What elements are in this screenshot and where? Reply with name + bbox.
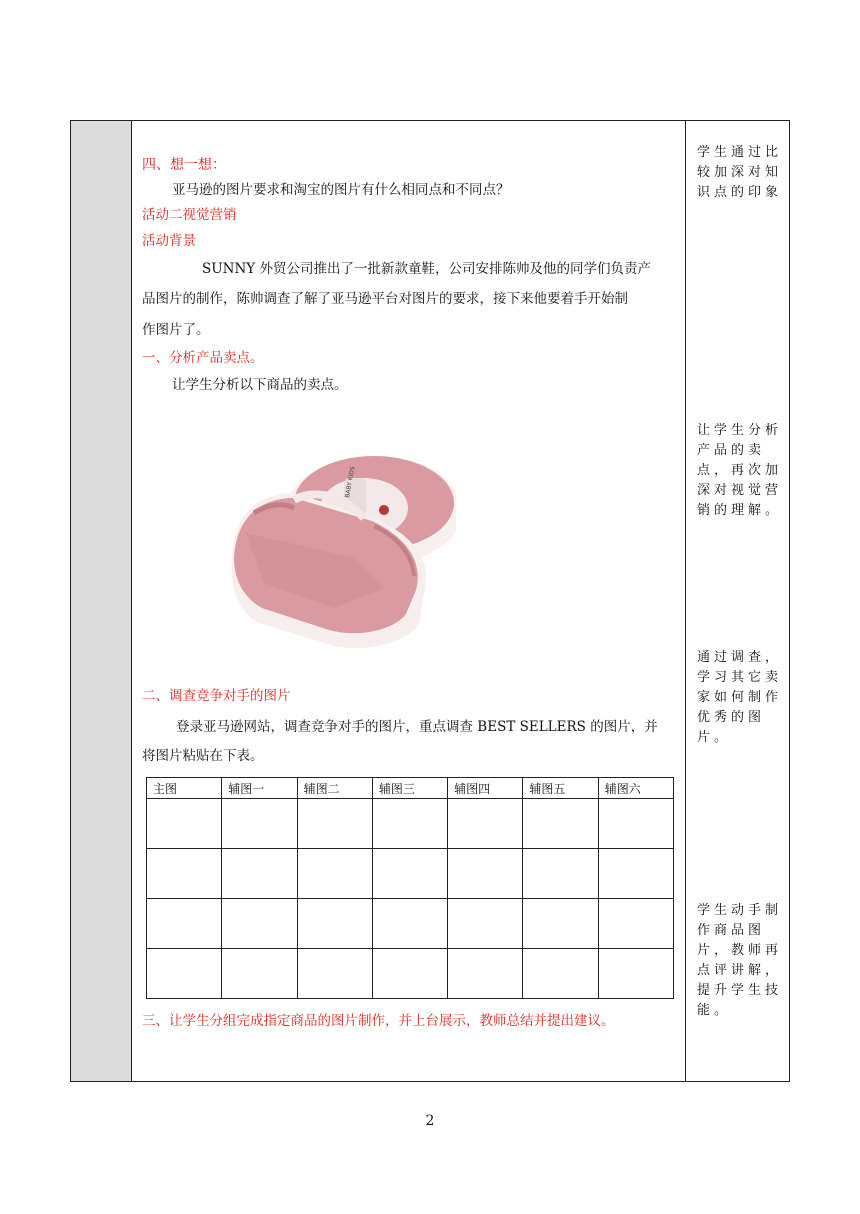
section1-text: 让学生分析以下商品的卖点。: [172, 377, 348, 393]
competitor-image-table: [146, 777, 674, 999]
shoe-tag-text: BABY KIDS: [344, 465, 357, 499]
table-header-row: [147, 778, 674, 799]
table-cell[interactable]: [598, 799, 673, 849]
background-title: 活动背景: [142, 233, 196, 249]
table-cell[interactable]: [147, 899, 222, 949]
table-header-cell: 辅图三: [372, 778, 447, 799]
table-cell[interactable]: [147, 799, 222, 849]
table-cell[interactable]: [222, 949, 297, 999]
section2-para-line1: 登录亚马逊网站，调查竞争对手的图片，重点调查 BEST SELLERS 的图片，并: [176, 719, 658, 735]
table-cell[interactable]: [297, 849, 372, 899]
table-cell[interactable]: [372, 799, 447, 849]
table-row: [147, 949, 674, 999]
table-cell[interactable]: [297, 899, 372, 949]
table-header-cell: 辅图二: [297, 778, 372, 799]
table-header-cell: 主图: [147, 778, 222, 799]
table-row: [147, 849, 674, 899]
table-cell[interactable]: [297, 799, 372, 849]
table-cell[interactable]: [448, 799, 523, 849]
background-para-line3: 作图片了。: [142, 322, 210, 338]
table-cell[interactable]: [598, 849, 673, 899]
table-cell[interactable]: [222, 899, 297, 949]
table-cell[interactable]: [448, 849, 523, 899]
table-cell[interactable]: [222, 849, 297, 899]
section2-para-line2: 将图片粘贴在下表。: [142, 748, 264, 764]
side-note-3: 通过调查，学习其它卖家如何制作优秀的图片。: [697, 650, 783, 745]
table-cell[interactable]: [448, 949, 523, 999]
table-header-cell: 辅图五: [523, 778, 598, 799]
section1-title: 一、分析产品卖点。: [142, 350, 264, 366]
table-cell[interactable]: [147, 949, 222, 999]
notes-column-divider: [685, 121, 686, 1081]
table-cell[interactable]: [297, 949, 372, 999]
table-cell[interactable]: [523, 849, 598, 899]
table-row: [147, 899, 674, 949]
section3-text: 三、让学生分组完成指定商品的图片制作，并上台展示，教师总结并提出建议。: [142, 1013, 615, 1029]
page-number: 2: [425, 1113, 435, 1129]
left-margin-column: [71, 121, 132, 1081]
table-header-cell: 辅图四: [448, 778, 523, 799]
table-header-cell: 辅图六: [598, 778, 673, 799]
table-cell[interactable]: [598, 899, 673, 949]
section4-title: 四、想一想：: [142, 157, 226, 173]
table-cell[interactable]: [598, 949, 673, 999]
table-cell[interactable]: [147, 849, 222, 899]
table-cell[interactable]: [372, 949, 447, 999]
section4-question: 亚马逊的图片要求和淘宝的图片有什么相同点和不同点？: [172, 182, 510, 198]
background-para-line2: 品图片的制作，陈帅调查了解了亚马逊平台对图片的要求，接下来他要着手开始制: [142, 291, 628, 307]
baby-shoe-image: [224, 418, 456, 668]
side-note-4: 学生动手制作商品图片，教师再点评讲解，提升学生技能。: [697, 903, 783, 1018]
table-row: [147, 799, 674, 849]
table-cell[interactable]: [222, 799, 297, 849]
table-cell[interactable]: [372, 849, 447, 899]
background-para-line1: SUNNY 外贸公司推出了一批新款童鞋，公司安排陈帅及他的同学们负责产: [202, 261, 651, 277]
side-note-2: 让学生分析产品的卖点，再次加深对视觉营销的理解。: [697, 423, 783, 518]
activity2-title: 活动二视觉营销: [142, 207, 237, 223]
table-cell[interactable]: [523, 949, 598, 999]
section2-title: 二、调查竞争对手的图片: [142, 688, 291, 704]
table-header-cell: 辅图一: [222, 778, 297, 799]
table-cell[interactable]: [523, 899, 598, 949]
lesson-table: [70, 120, 790, 1082]
table-cell[interactable]: [523, 799, 598, 849]
side-note-1: 学生通过比较加深对知识点的印象: [697, 145, 783, 200]
table-cell[interactable]: [372, 899, 447, 949]
table-cell[interactable]: [448, 899, 523, 949]
